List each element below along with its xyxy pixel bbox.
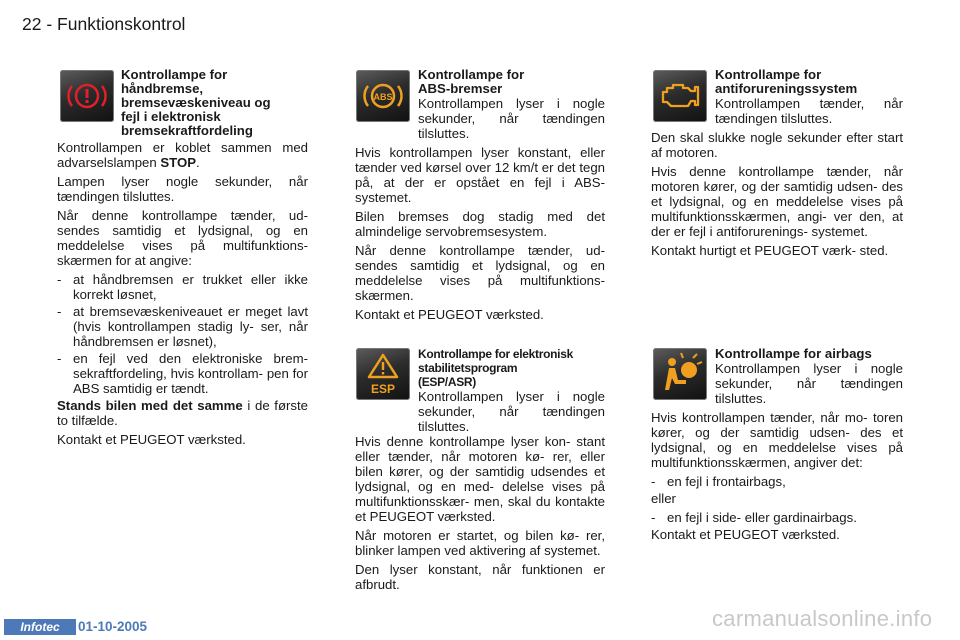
paragraph: Kontrollampen lyser i nogle sekunder, når tændingen tilsluttes. — [418, 96, 605, 141]
handbrake-title — [121, 68, 308, 138]
title-line: bremsekraftfordeling — [121, 123, 253, 138]
paragraph: Hvis denne kontrollampe tænder, når motoren kører, og der samtidig udsen- des et lydsignal, og en meddelelse vises på multifunktionsskærmen, angi- ver den, at der er fejl i antiforurenings- systemet. — [651, 164, 903, 239]
paragraph: Kontrollampen lyser i nogle sekunder, når tændingen tilsluttes. — [715, 361, 903, 406]
paragraph: Den skal slukke nogle sekunder efter start af motoren. — [651, 130, 903, 160]
text: . — [196, 155, 200, 170]
antipollution-title — [715, 68, 903, 96]
paragraph: Bilen bremses dog stadig med det almindelige servobremsesystem. — [355, 209, 605, 239]
abs-title — [418, 68, 605, 96]
esp-section — [355, 347, 605, 596]
list-item: - en fejl i side- eller gardinairbags. — [651, 510, 857, 525]
paragraph: Kontakt et PEUGEOT værksted. — [651, 527, 840, 542]
list-item: - en fejl ved den elektroniske brem- sekraftfordeling, hvis kontrollam- pen for ABS samtidig er tændt. — [57, 351, 308, 396]
title-line: håndbremse, — [121, 81, 204, 96]
paragraph: Den lyser konstant, når funktionen er afbrudt. — [355, 562, 605, 592]
airbag-title — [715, 347, 903, 361]
list-item: - at håndbremsen er trukket eller ikke korrekt løsnet, — [57, 272, 308, 302]
page-number: 22 — [22, 14, 42, 34]
text: Kontrollampen er koblet sammen med advarselslampen — [57, 140, 308, 170]
airbag-section — [651, 347, 903, 546]
title-line: Kontrollampe for — [418, 67, 525, 82]
title-line: Kontrollampe for elektronisk — [418, 347, 573, 361]
stop-keyword: STOP — [160, 155, 197, 170]
page-title: Funktionskontrol — [57, 14, 186, 34]
header-dash: - — [46, 14, 53, 34]
paragraph: Når denne kontrollampe tænder, ud- sendes samtidig et lydsignal, og en meddelelse vises på multifunktions- skærmen for at angive: — [57, 208, 308, 268]
paragraph — [57, 398, 308, 428]
title-line: Kontrollampe for — [121, 67, 228, 82]
paragraph: Lampen lyser nogle sekunder, når tændingen tilsluttes. — [57, 174, 308, 204]
paragraph: eller — [651, 491, 676, 506]
paragraph: Når denne kontrollampe tænder, ud- sendes samtidig et lydsignal, og en meddelelse vises på multifunktions- skærmen. — [355, 243, 605, 303]
paragraph: Hvis denne kontrollampe lyser kon- stant eller tænder, når motoren kø- rer, eller bilen kører, og der samtidig udsendes et lydsignal, og en med- delelse vises på multifunktionsskær- men, skal du kontakte et PEUGEOT værksted. — [355, 434, 605, 524]
text: i de første to tilfælde. — [57, 398, 309, 428]
title-line: (ESP/ASR) — [418, 375, 476, 389]
title-line: fejl i elektronisk — [121, 109, 221, 124]
antipollution-section — [651, 68, 903, 262]
esp-title — [418, 347, 605, 389]
title-line: Kontrollampe for — [715, 67, 822, 82]
svg-text:ABS: ABS — [373, 92, 393, 102]
list-item: - en fejl i frontairbags, — [651, 474, 786, 489]
stop-instruction: Stands bilen med det samme — [57, 398, 243, 413]
watermark: carmanualsonline.info — [712, 606, 933, 631]
esp-icon-label: ESP — [370, 382, 396, 396]
paragraph: Kontrollampen lyser i nogle sekunder, når tændingen tilsluttes. — [418, 389, 605, 434]
list-item: - at bremsevæskeniveauet er meget lavt (hvis kontrollampen stadig ly- ser, når håndbremsen er løsnet), — [57, 304, 308, 349]
title-line: bremsevæskeniveau og — [121, 95, 271, 110]
paragraph: Kontakt et PEUGEOT værksted. — [57, 432, 246, 447]
footer-date: 01-10-2005 — [78, 619, 148, 634]
title-line: Kontrollampe for airbags — [715, 346, 872, 361]
title-line: ABS-bremser — [418, 81, 503, 96]
title-line: stabilitetsprogram — [418, 361, 518, 375]
paragraph: Hvis kontrollampen tænder, når mo- toren kører, og der samtidig udsen- des et lydsignal, og en meddelelse vises på multifunktionsskærmen, angiver det: — [651, 410, 903, 470]
paragraph: Når motoren er startet, og bilen kø- rer, blinker lampen ved aktivering af systemet. — [355, 528, 605, 558]
page-header — [22, 14, 185, 35]
paragraph: Kontrollampen tænder, når tændingen tilsluttes. — [715, 96, 903, 126]
paragraph: Kontakt hurtigt et PEUGEOT værk- sted. — [651, 243, 889, 258]
abs-section — [355, 68, 605, 326]
title-line: antiforureningssystem — [715, 81, 858, 96]
handbrake-section — [57, 68, 308, 451]
paragraph — [57, 140, 308, 170]
paragraph: Kontakt et PEUGEOT værksted. — [355, 307, 544, 322]
infotec-logo: Infotec — [4, 619, 76, 635]
paragraph: Hvis kontrollampen lyser konstant, eller tænder ved kørsel over 12 km/t er det tegn på, at der er opstået en fejl i ABS-systemet. — [355, 145, 605, 205]
